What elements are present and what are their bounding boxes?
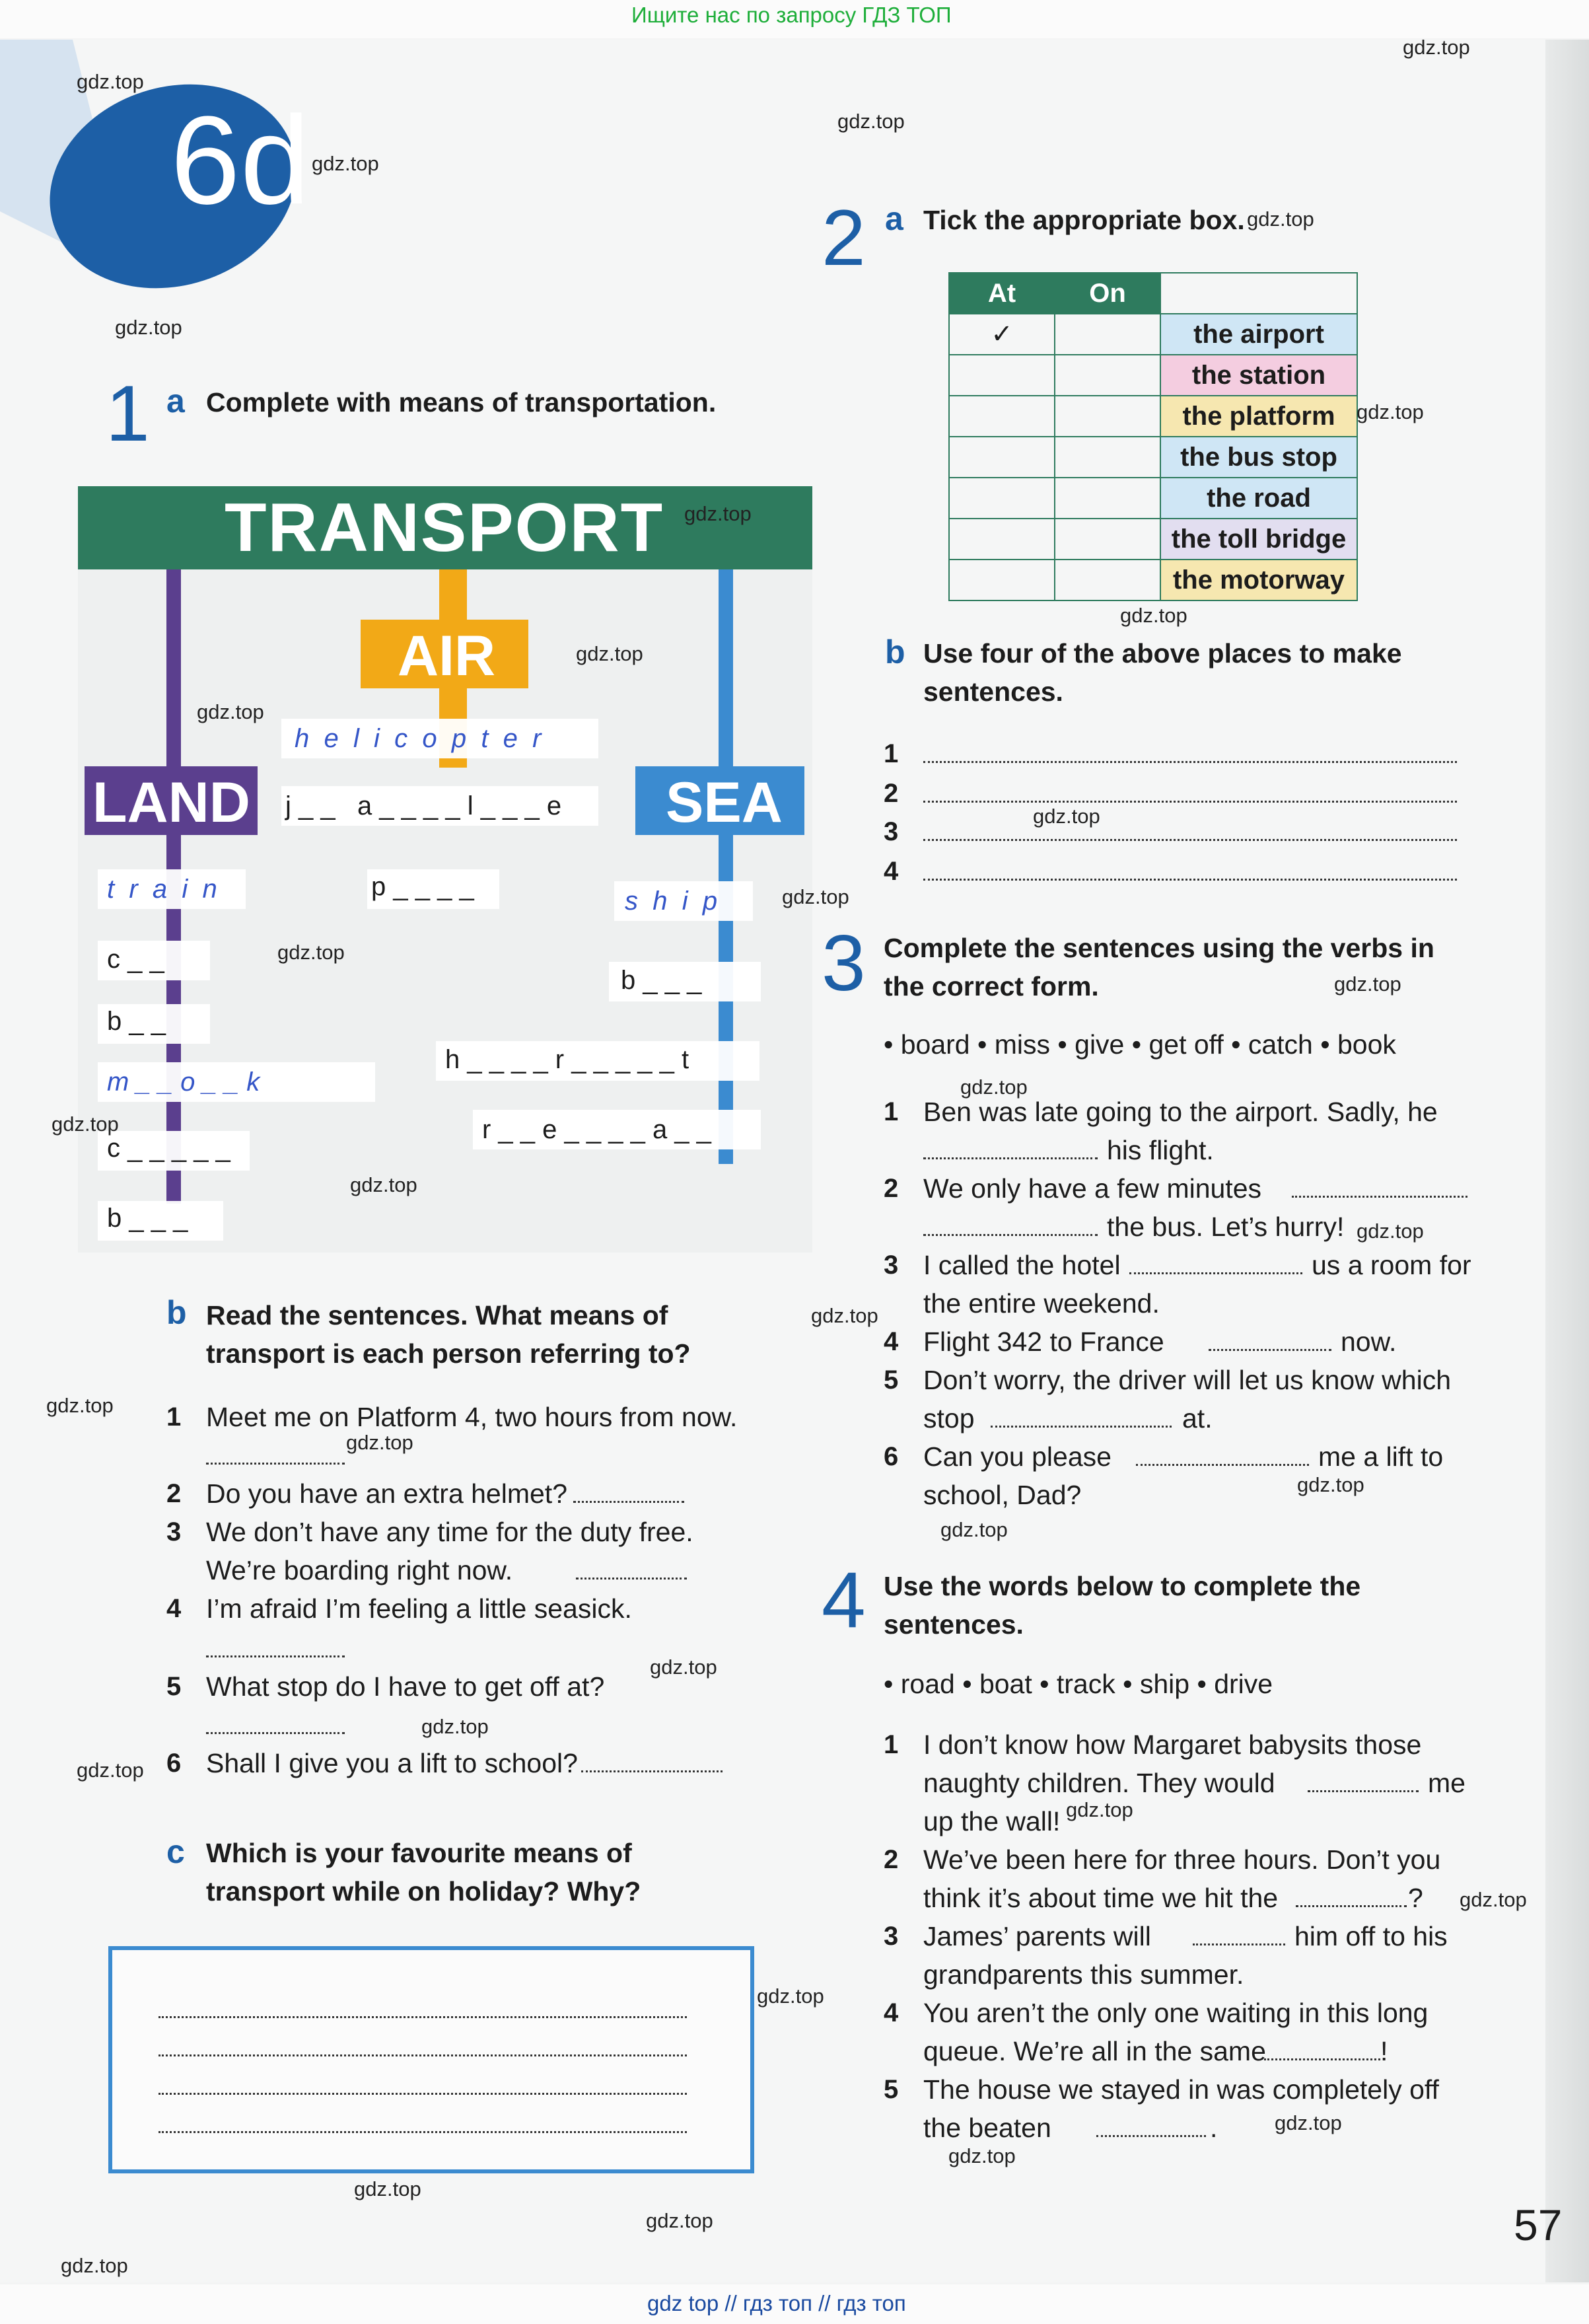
watermark: gdz.top: [782, 885, 849, 908]
bottom-banner: [0, 2284, 1589, 2324]
page-edge-shadow: [1545, 40, 1589, 2282]
ex4-answer-line[interactable]: [1308, 1790, 1419, 1792]
ex3-item-num: 4: [884, 1327, 899, 1356]
land-sign: [85, 766, 258, 835]
ex3-item-text: at.: [1182, 1403, 1213, 1434]
watermark: gdz.top: [46, 1394, 114, 1417]
col-on: On: [1055, 273, 1160, 314]
ex2b-answer-line[interactable]: [923, 839, 1457, 841]
ex3-item-text: Don’t worry, the driver will let us know which: [923, 1365, 1451, 1395]
ex4-item-text: grandparents this summer.: [923, 1959, 1244, 1990]
sea-word-hovercraft[interactable]: h _ _ _ _ r _ _ _ _ _ t: [445, 1045, 689, 1074]
watermark: gdz.top: [1033, 805, 1100, 828]
ex3-verb-list: • board • miss • give • get off • catch • book: [884, 1029, 1396, 1060]
on-checkbox[interactable]: [1055, 314, 1160, 355]
land-word-c[interactable]: c _ _: [107, 945, 164, 974]
ex3-item-text: We only have a few minutes: [923, 1173, 1261, 1204]
watermark: gdz.top: [350, 1173, 417, 1196]
ex3-item-text: I called the hotel: [923, 1250, 1121, 1280]
ex3-item-text: me a lift to: [1318, 1441, 1444, 1472]
ex3-answer-line[interactable]: [923, 1234, 1098, 1236]
ex3-item-text: school, Dad?: [923, 1480, 1082, 1510]
watermark: gdz.top: [77, 70, 144, 93]
ex4-item-text: him off to his: [1294, 1921, 1448, 1951]
on-checkbox[interactable]: [1055, 396, 1160, 437]
ex1b-item-num: 5: [166, 1672, 182, 1701]
ex3-item-num: 3: [884, 1251, 899, 1280]
header-blank: [1160, 273, 1357, 314]
ex4-item-num: 1: [884, 1730, 899, 1759]
ex1b-item-text: What stop do I have to get off at?: [206, 1671, 605, 1702]
ex4-item-text: We’ve been here for three hours. Don’t you: [923, 1844, 1441, 1875]
place-cell: the airport: [1160, 314, 1357, 355]
ex1b-item-num: 1: [166, 1402, 182, 1432]
top-banner-text: Ищите нас по запросу ГДЗ ТОП: [631, 3, 952, 27]
land-word-b[interactable]: b _ _: [107, 1007, 166, 1036]
watermark: gdz.top: [421, 1715, 489, 1738]
sea-word-b[interactable]: b _ _ _: [621, 966, 702, 995]
ex4-item-num: 5: [884, 2075, 899, 2104]
watermark: gdz.top: [837, 110, 905, 133]
land-word-train[interactable]: t r a i n: [107, 875, 217, 904]
land-word-b4[interactable]: b _ _ _: [107, 1204, 188, 1233]
ex4-answer-line[interactable]: [1193, 1943, 1285, 1945]
ex4-item-num: 4: [884, 1998, 899, 2027]
ex2b-answer-line[interactable]: [923, 801, 1457, 803]
ex1b-letter: b: [166, 1294, 187, 1331]
watermark: gdz.top: [811, 1304, 878, 1327]
ex2a-instruction: Tick the appropriate box.: [923, 205, 1245, 235]
at-checkbox[interactable]: [949, 355, 1055, 396]
ex4-answer-line[interactable]: [1096, 2135, 1206, 2137]
ex4-item-text: ?: [1408, 1883, 1423, 1913]
at-checkbox[interactable]: [949, 560, 1055, 600]
ex2b-answer-line[interactable]: [923, 761, 1457, 763]
ex1b-item-num: 4: [166, 1594, 182, 1623]
watermark: gdz.top: [1120, 604, 1187, 627]
sea-word-ship[interactable]: s h i p: [625, 887, 718, 916]
ex1b-answer-line[interactable]: [581, 1770, 723, 1772]
ex4-number: 4: [822, 1556, 866, 1644]
sea-sign: [635, 766, 804, 835]
place-cell: the bus stop: [1160, 437, 1357, 478]
on-checkbox[interactable]: [1055, 437, 1160, 478]
ex1b-answer-line[interactable]: [206, 1655, 345, 1657]
ex2b-answer-line[interactable]: [923, 879, 1457, 881]
ex2-number: 2: [822, 194, 866, 282]
air-word-helicopter[interactable]: h e l i c o p t e r: [295, 724, 542, 753]
watermark: gdz.top: [197, 700, 264, 723]
ex1b-answer-line[interactable]: [206, 1732, 345, 1734]
ex4-instruction: Use the words below to complete the sentences.: [884, 1571, 1361, 1640]
ex4-item-num: 2: [884, 1845, 899, 1874]
watermark: gdz.top: [1275, 2111, 1342, 2134]
answer-line[interactable]: [159, 2054, 687, 2056]
ex1b-item-text: We don’t have any time for the duty free. We’re boarding right now.: [206, 1517, 693, 1585]
watermark: gdz.top: [1403, 36, 1470, 59]
ex3-answer-line[interactable]: [1129, 1272, 1302, 1274]
watermark: gdz.top: [960, 1075, 1028, 1099]
air-label: AIR: [398, 624, 496, 688]
ex1c-letter: c: [166, 1833, 185, 1870]
ex1-number: 1: [106, 369, 150, 458]
place-cell: the toll bridge: [1160, 519, 1357, 560]
ex1b-answer-line[interactable]: [206, 1463, 345, 1465]
ex3-item-text: the bus. Let’s hurry!: [1107, 1212, 1345, 1242]
ex3-item-num: 2: [884, 1174, 899, 1203]
transport-title: TRANSPORT: [225, 490, 664, 566]
ex4-answer-line[interactable]: [1264, 2058, 1380, 2060]
at-checkbox[interactable]: [949, 519, 1055, 560]
watermark: gdz.top: [61, 2254, 128, 2277]
favourite-transport-answer-box[interactable]: [108, 1946, 754, 2173]
ex1c-instruction: Which is your favourite means of transport while on holiday? Why?: [206, 1838, 641, 1906]
ex3-item-text: the entire weekend.: [923, 1288, 1160, 1319]
ex1b-item-text: I’m afraid I’m feeling a little seasick.: [206, 1593, 632, 1624]
on-checkbox[interactable]: [1055, 560, 1160, 600]
ex3-item-text: Ben was late going to the airport. Sadly, he: [923, 1097, 1438, 1127]
ex4-answer-line[interactable]: [1296, 1905, 1407, 1907]
ex4-item-text: naughty children. They would: [923, 1768, 1275, 1798]
ex3-answer-line[interactable]: [1209, 1349, 1331, 1351]
land-word-motorbike[interactable]: m _ _ o _ _ k: [107, 1068, 260, 1097]
sea-label: SEA: [666, 771, 783, 834]
ex4-item-text: me: [1428, 1768, 1465, 1798]
watermark: gdz.top: [1357, 1219, 1424, 1243]
ex4-item-text: .: [1210, 2113, 1218, 2143]
ex4-item-text: You aren’t the only one waiting in this long: [923, 1998, 1429, 2028]
ex3-item-text: us a room for: [1312, 1250, 1471, 1280]
at-checkbox[interactable]: [949, 314, 1055, 355]
ex2a-letter: a: [885, 200, 903, 237]
ex3-item-text: Flight 342 to France: [923, 1326, 1164, 1357]
watermark: gdz.top: [1357, 400, 1424, 423]
ex4-item-num: 3: [884, 1922, 899, 1951]
place-cell: the platform: [1160, 396, 1357, 437]
tick-mark: ✓: [991, 320, 1013, 349]
ex1a-instruction: Complete with means of transportation.: [206, 387, 717, 418]
watermark: gdz.top: [948, 2144, 1016, 2167]
ex3-item-text: stop: [923, 1403, 975, 1434]
tick-table: [948, 272, 1358, 601]
ex3-item-text: his flight.: [1107, 1135, 1214, 1165]
page-number: 57: [1514, 2200, 1563, 2249]
ex4-item-text: the beaten: [923, 2113, 1051, 2143]
ex4-item-text: I don’t know how Margaret babysits those: [923, 1729, 1422, 1760]
land-label: LAND: [92, 771, 250, 834]
watermark: gdz.top: [354, 2177, 421, 2200]
ex4-item-text: up the wall!: [923, 1806, 1061, 1836]
sea-word-r[interactable]: r _ _ e _ _ _ _ a _ _: [482, 1115, 711, 1144]
watermark: gdz.top: [1247, 207, 1314, 231]
ex3-answer-line[interactable]: [1292, 1196, 1467, 1198]
answer-line[interactable]: [159, 2016, 687, 2018]
watermark: gdz.top: [1297, 1473, 1364, 1496]
place-cell: the road: [1160, 478, 1357, 519]
ex3-number: 3: [822, 919, 866, 1007]
watermark: gdz.top: [1460, 1888, 1527, 1911]
watermark: gdz.top: [115, 316, 182, 339]
ex1b-instruction: Read the sentences. What means of transport is each person referring to?: [206, 1300, 691, 1369]
ex1b-item-num: 2: [166, 1479, 182, 1508]
watermark: gdz.top: [576, 642, 643, 665]
bottom-banner-text: gdz top // гдз топ // гдз топ: [647, 2291, 906, 2315]
ex3-item-num: 5: [884, 1365, 899, 1395]
watermark: gdz.top: [940, 1518, 1008, 1541]
watermark: gdz.top: [757, 1984, 824, 2008]
at-checkbox[interactable]: [949, 478, 1055, 519]
ex4-word-list: • road • boat • track • ship • drive: [884, 1669, 1273, 1699]
ex3-instruction: Complete the sentences using the verbs in the correct form.: [884, 933, 1434, 1001]
ex4-item-text: The house we stayed in was completely off: [923, 2074, 1439, 2105]
watermark: gdz.top: [52, 1112, 119, 1136]
watermark: gdz.top: [1334, 972, 1401, 996]
on-checkbox[interactable]: [1055, 519, 1160, 560]
ex1b-item-text: Shall I give you a lift to school?: [206, 1748, 578, 1778]
answer-line[interactable]: [159, 2131, 687, 2133]
ex2b-instruction: Use four of the above places to make sentences.: [923, 638, 1402, 707]
unit-label: 6d: [170, 91, 310, 231]
ex2b-letter: b: [885, 634, 905, 671]
air-word-jumbo-aeroplane[interactable]: j _ _ a _ _ _ _ l _ _ _ e: [285, 791, 562, 820]
ex3-answer-line[interactable]: [1136, 1464, 1309, 1466]
watermark: gdz.top: [684, 502, 752, 525]
on-checkbox[interactable]: [1055, 355, 1160, 396]
answer-line[interactable]: [159, 2093, 687, 2095]
ex4-item-text: think it’s about time we hit the: [923, 1883, 1279, 1913]
place-cell: the station: [1160, 355, 1357, 396]
ex3-item-text: Can you please: [923, 1441, 1112, 1472]
ex1b-answer-line[interactable]: [573, 1501, 684, 1503]
ex2b-item-num: 4: [884, 857, 899, 886]
ex3-item-num: 6: [884, 1442, 899, 1471]
ex3-item-text: now.: [1341, 1326, 1397, 1357]
watermark: gdz.top: [346, 1431, 413, 1454]
watermark: gdz.top: [646, 2209, 713, 2232]
land-word-p[interactable]: p _ _ _ _: [371, 872, 474, 901]
ex1b-item-num: 6: [166, 1749, 182, 1778]
top-banner: [0, 0, 1589, 38]
air-sign: [361, 620, 528, 688]
ex3-answer-line[interactable]: [991, 1426, 1172, 1428]
ex2b-item-num: 2: [884, 779, 899, 808]
at-checkbox[interactable]: [949, 437, 1055, 478]
ex1a-letter: a: [166, 382, 185, 419]
ex4-item-text: !: [1380, 2036, 1388, 2066]
place-cell: the motorway: [1160, 560, 1357, 600]
ex2b-item-num: 1: [884, 739, 899, 768]
ex4-item-text: queue. We’re all in the same: [923, 2036, 1266, 2066]
on-checkbox[interactable]: [1055, 478, 1160, 519]
watermark: gdz.top: [277, 941, 345, 964]
land-word-c6[interactable]: c _ _ _ _ _: [107, 1134, 230, 1163]
col-at: At: [949, 273, 1055, 314]
ex1b-item-num: 3: [166, 1517, 182, 1546]
ex1b-answer-line[interactable]: [576, 1578, 687, 1580]
ex3-item-num: 1: [884, 1097, 899, 1126]
watermark: gdz.top: [312, 152, 379, 175]
watermark: gdz.top: [77, 1759, 144, 1782]
at-checkbox[interactable]: [949, 396, 1055, 437]
watermark: gdz.top: [650, 1655, 717, 1679]
ex1b-item-text: Do you have an extra helmet?: [206, 1478, 567, 1509]
watermark: gdz.top: [1066, 1798, 1133, 1821]
ex3-answer-line[interactable]: [923, 1157, 1098, 1159]
ex4-item-text: James’ parents will: [923, 1921, 1151, 1951]
ex1b-item-text: Meet me on Platform 4, two hours from now.: [206, 1402, 738, 1432]
ex2b-item-num: 3: [884, 817, 899, 846]
